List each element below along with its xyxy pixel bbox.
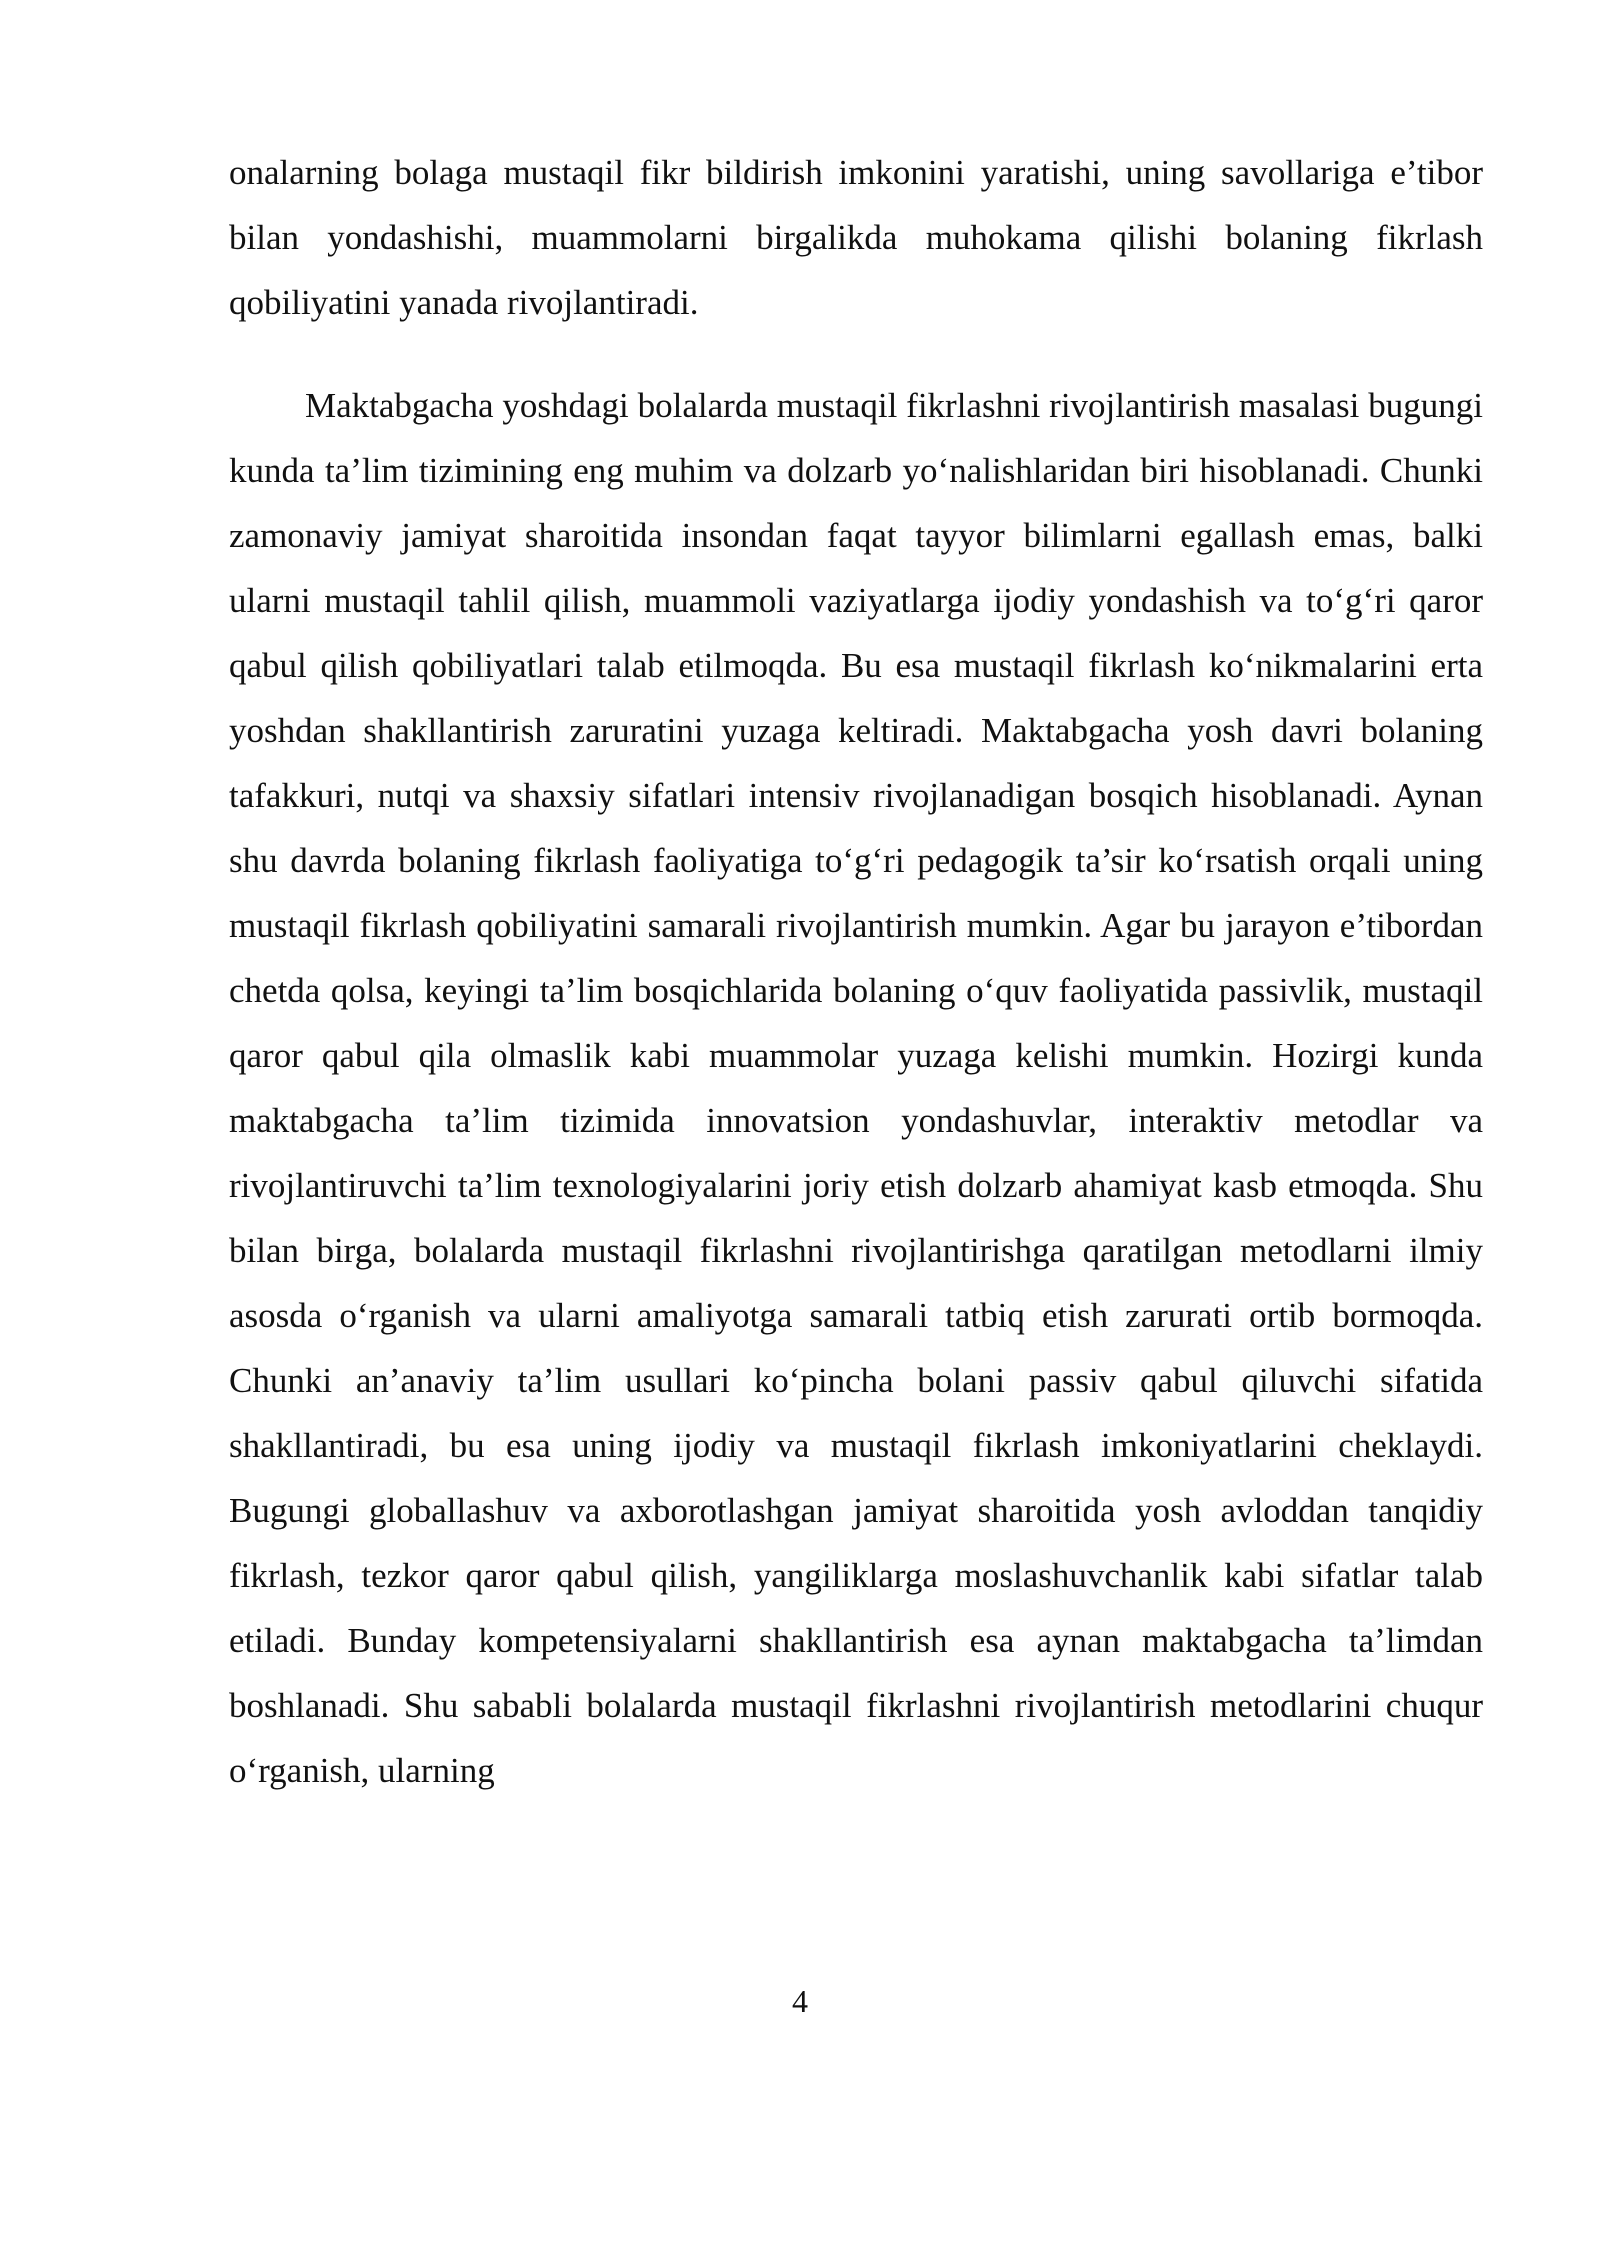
- body-text: [229, 140, 1483, 1803]
- page-number: 4: [792, 1983, 808, 2019]
- paragraph: onalarning bolaga mustaqil fikr bildirish imkonini yaratishi, uning savollariga e’tibor bilan yondashishi, muammolarni birgalikda muhokama qilishi bolaning fikrlash qobiliyatini yanada rivojlantiradi.: [229, 153, 1483, 322]
- paragraph: Maktabgacha yoshdagi bolalarda mustaqil fikrlashni rivojlantirish masalasi bugungi kunda ta’lim tizimining eng muhim va dolzarb yo‘nalishlaridan biri hisoblanadi. Chunki zamonaviy jamiyat sharoitida insondan faqat tayyor bilimlarni egallash emas, balki ularni mustaqil tahlil qilish, muammoli vaziyatlarga ijodiy yondashish va to‘g‘ri qaror qabul qilish qobiliyatlari talab etilmoqda. Bu esa mustaqil fikrlash ko‘nikmalarini erta yoshdan shakllantirish zaruratini yuzaga keltiradi. Maktabgacha yosh davri bolaning tafakkuri, nutqi va shaxsiy sifatlari intensiv rivojlanadigan bosqich hisoblanadi. Aynan shu davrda bolaning fikrlash faoliyatiga to‘g‘ri pedagogik ta’sir ko‘rsatish orqali uning mustaqil fikrlash qobiliyatini samarali rivojlantirish mumkin. Agar bu jarayon e’tibordan chetda qolsa, keyingi ta’lim bosqichlarida bolaning o‘quv faoliyatida passivlik, mustaqil qaror qabul qila olmaslik kabi muammolar yuzaga kelishi mumkin. Hozirgi kunda maktabgacha ta’lim tizimida innovatsion yondashuvlar, interaktiv metodlar va rivojlantiruvchi ta’lim texnologiyalarini joriy etish dolzarb ahamiyat kasb etmoqda. Shu bilan birga, bolalarda mustaqil fikrlashni rivojlantirishga qaratilgan metodlarni ilmiy asosda o‘rganish va ularni amaliyotga samarali tatbiq etish zarurati ortib bormoqda. Chunki an’anaviy ta’lim usullari ko‘pincha bolani passiv qabul qiluvchi sifatida shakllantiradi, bu esa uning ijodiy va mustaqil fikrlash imkoniyatlarini cheklaydi. Bugungi globallashuv va axborotlashgan jamiyat sharoitida yosh avloddan tanqidiy fikrlash, tezkor qaror qabul qilish, yangiliklarga moslashuvchanlik kabi sifatlar talab etiladi. Bunday kompetensiyalarni shakllantirish esa aynan maktabgacha ta’limdan boshlanadi. Shu sababli bolalarda mustaqil fikrlashni rivojlantirish metodlarini chuqur o‘rganish, ularning: [229, 386, 1483, 1790]
